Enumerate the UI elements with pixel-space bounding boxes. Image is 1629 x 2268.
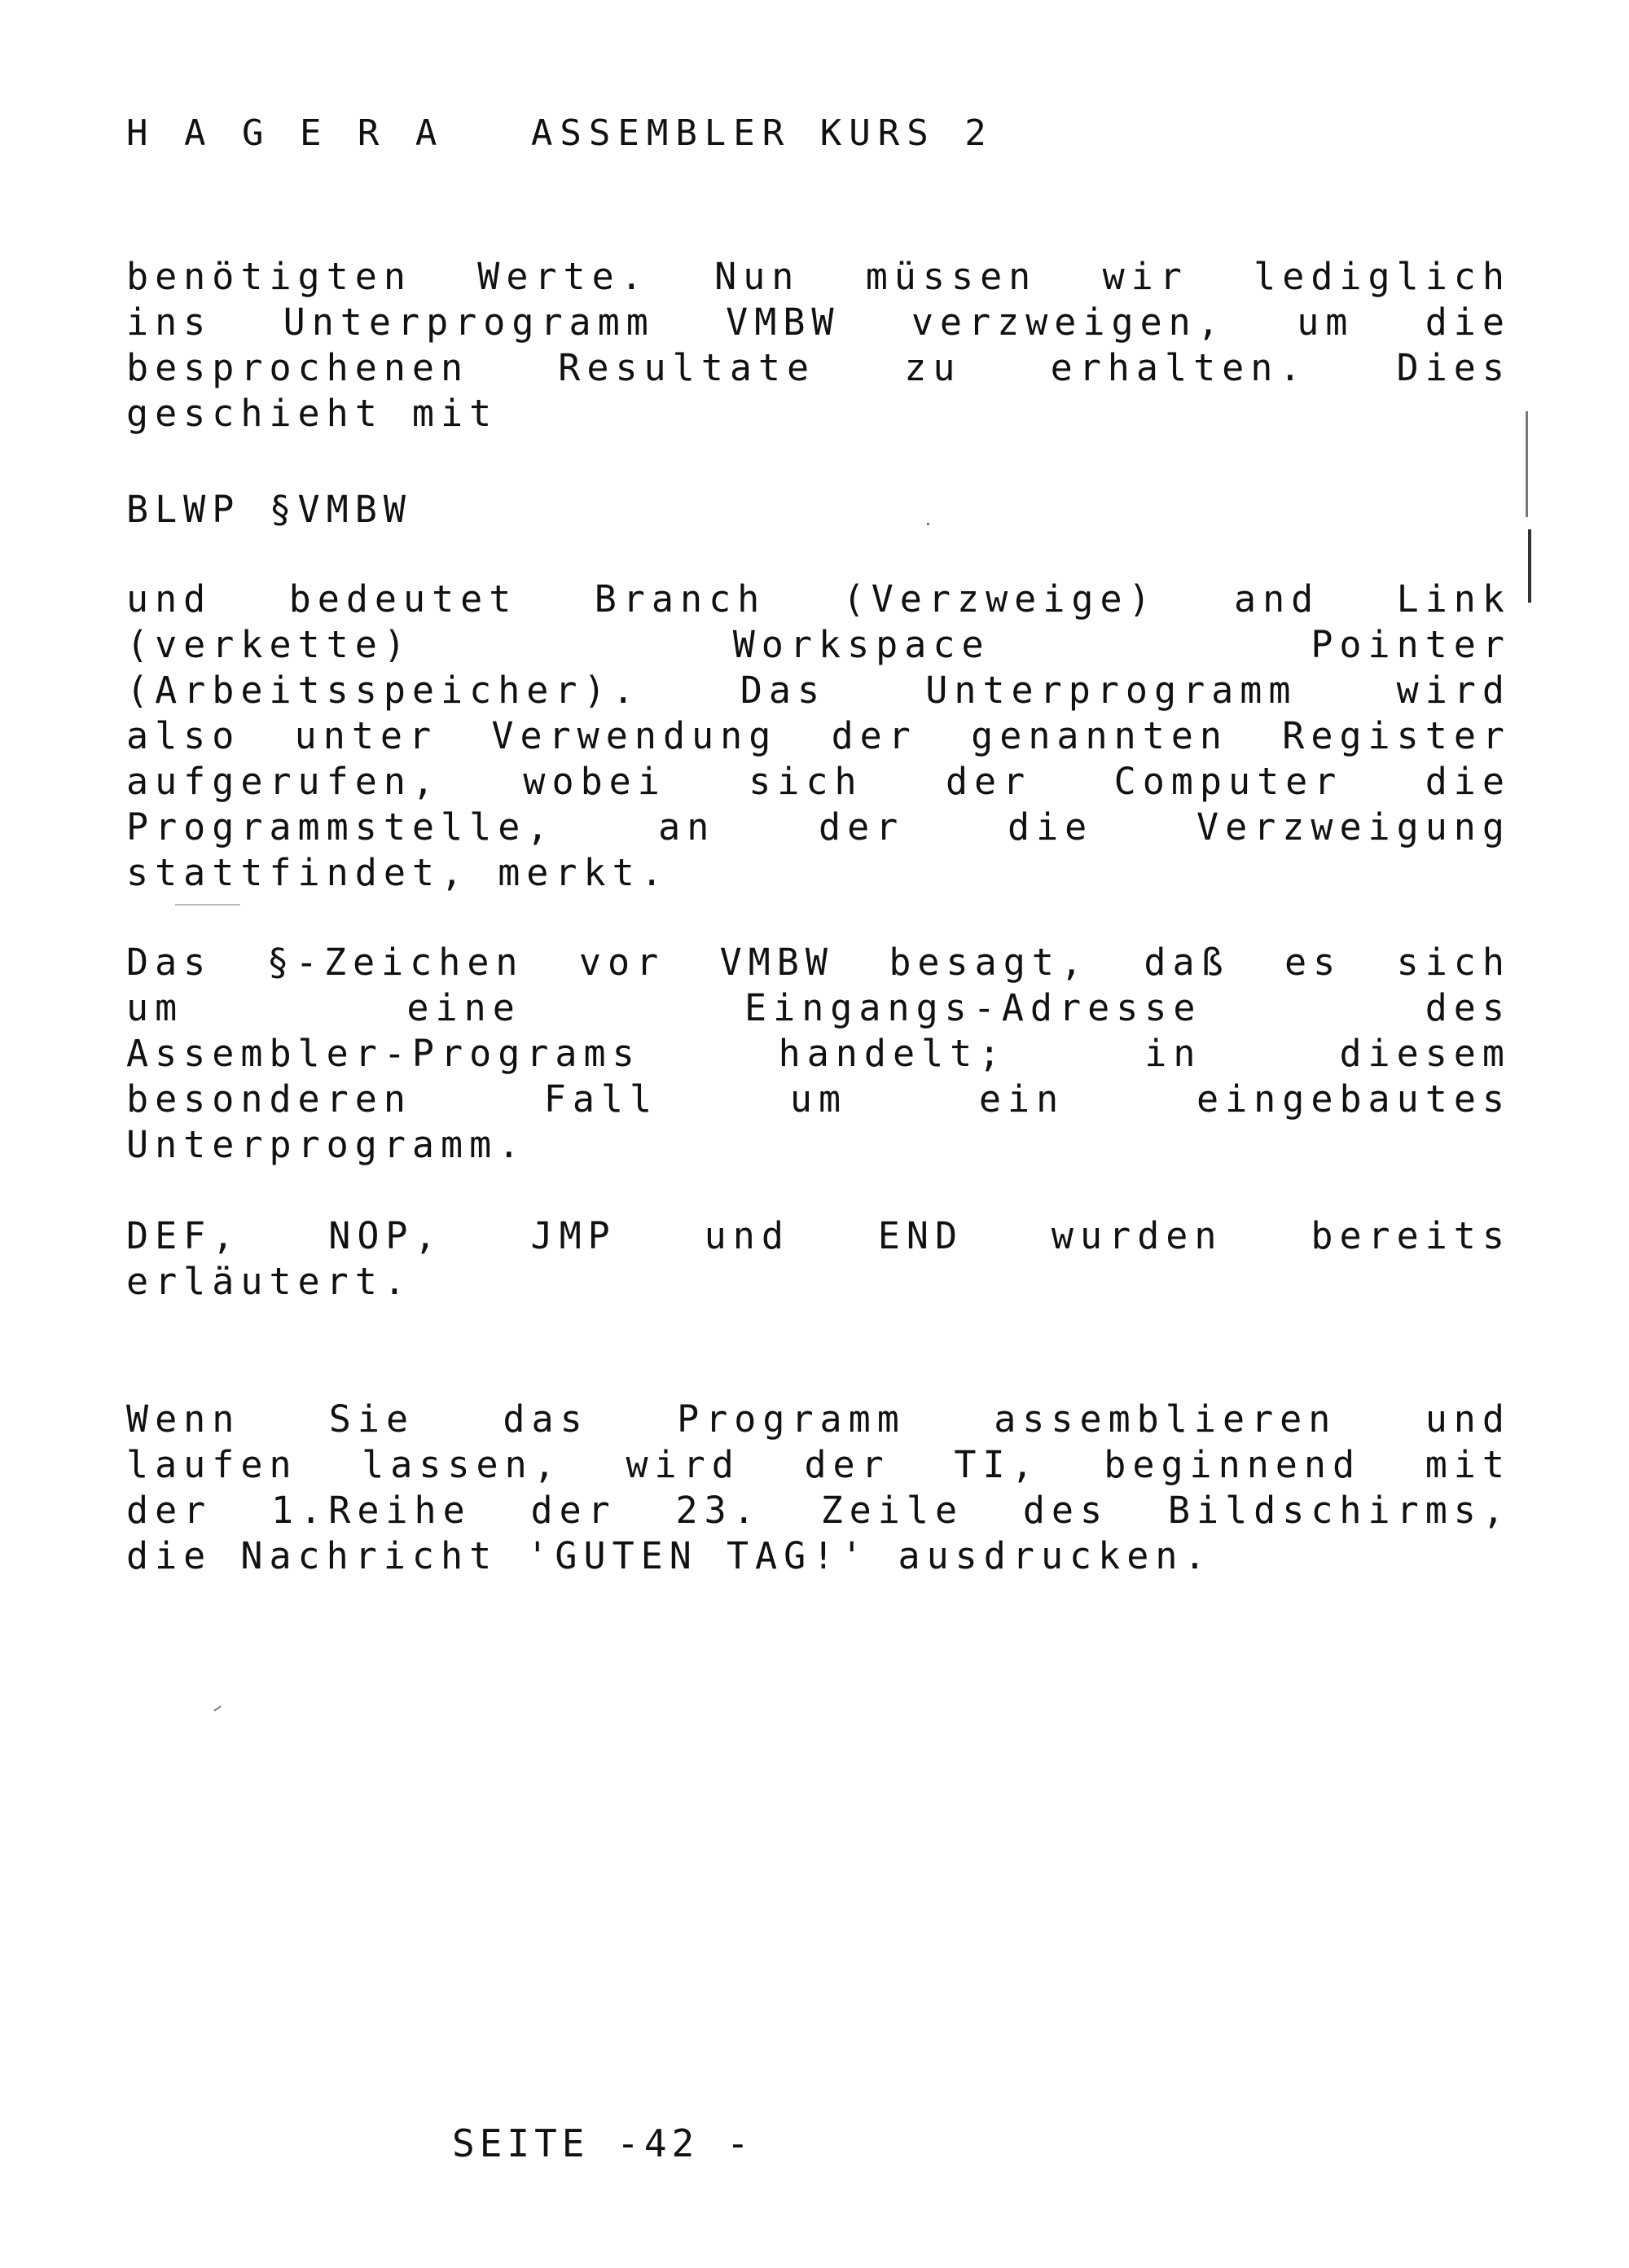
text-line: ins Unterprogramm VMBW verzweigen, um die xyxy=(126,300,1511,344)
scan-mark xyxy=(927,523,929,525)
text-line: Das §-Zeichen vor VMBW besagt, daß es sich xyxy=(126,941,1511,984)
text-line: um eine Eingangs-Adresse des xyxy=(126,986,1511,1029)
code-line-blwp xyxy=(126,487,1511,533)
page-number: SEITE -42 - xyxy=(452,2121,754,2165)
paragraph-4 xyxy=(126,940,1511,1168)
text-line: laufen lassen, wird der TI, beginnend mit xyxy=(126,1443,1511,1486)
paragraph-6 xyxy=(126,1397,1511,1579)
text-line: BLWP §VMBW xyxy=(126,488,412,531)
page-header: H A G E R A ASSEMBLER KURS 2 xyxy=(126,112,994,154)
scan-mark xyxy=(175,904,240,906)
paragraph-1 xyxy=(126,254,1511,436)
paragraph-3 xyxy=(126,577,1511,896)
scan-mark xyxy=(1526,411,1528,517)
text-line: stattfindet, merkt. xyxy=(126,851,670,894)
text-line: der 1.Reihe der 23. Zeile des Bildschirms, xyxy=(126,1489,1511,1532)
text-line: Unterprogramm. xyxy=(126,1123,527,1166)
scan-mark xyxy=(1528,529,1531,603)
text-line: geschieht mit xyxy=(126,392,498,435)
text-line: also unter Verwendung der genannten Register xyxy=(126,714,1511,757)
text-line: die Nachricht 'GUTEN TAG!' ausdrucken. xyxy=(126,1534,1213,1577)
text-line: Assembler-Programs handelt; in diesem xyxy=(126,1032,1511,1075)
text-line: (Arbeitsspeicher). Das Unterprogramm wird xyxy=(126,669,1511,712)
text-line: besonderen Fall um ein eingebautes xyxy=(126,1077,1511,1121)
text-line: benötigten Werte. Nun müssen wir lediglich xyxy=(126,255,1511,298)
paragraph-5 xyxy=(126,1213,1511,1305)
text-line: Wenn Sie das Programm assemblieren und xyxy=(126,1397,1511,1441)
text-line: aufgerufen, wobei sich der Computer die xyxy=(126,760,1511,803)
scan-mark xyxy=(213,1705,221,1711)
text-line: (verkette) Workspace Pointer xyxy=(126,623,1511,666)
text-line: und bedeutet Branch (Verzweige) and Link xyxy=(126,577,1511,621)
text-line: DEF, NOP, JMP und END wurden bereits xyxy=(126,1214,1511,1257)
text-line: besprochenen Resultate zu erhalten. Dies xyxy=(126,346,1511,389)
text-line: erläutert. xyxy=(126,1260,412,1303)
text-line: Programmstelle, an der die Verzweigung xyxy=(126,805,1511,849)
